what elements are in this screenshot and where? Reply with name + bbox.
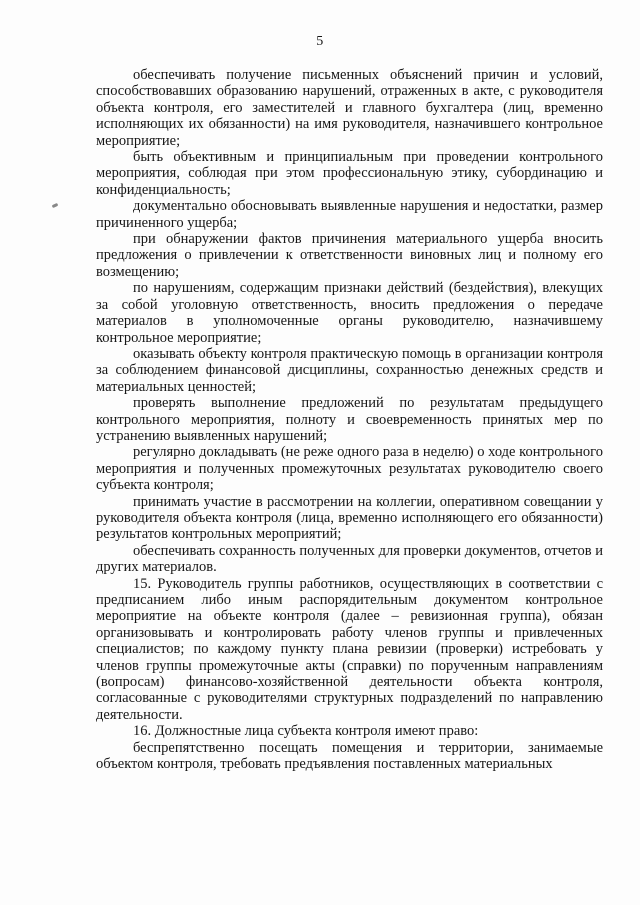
paragraph-2: быть объективным и принципиальным при проведении контрольного мероприятия, соблюдая при этом профессиональную этику, субординацию и конфиденциальность; <box>96 149 603 198</box>
page-number: 5 <box>316 34 324 49</box>
paragraph-4: при обнаружении фактов причинения материального ущерба вносить предложения о привлечении к ответственности виновных лиц и полному его возмещению; <box>96 231 603 280</box>
paragraph-11: 15. Руководитель группы работников, осуществляющих в соответствии с предписанием либо иным распорядительным документом контрольное мероприятие на объекте контроля (далее – ревизионная группа), обязан организовывать и контролировать работу членов группы и привлеченных специалистов; по каждому пункту плана ревизии (проверки) истребовать у членов группы промежуточные акты (справки) по порученным направлениям (вопросам) финансово-хозяйственной деятельности объекта контроля, согласованные с руководителями структурных подразделений по направлению деятельности. <box>96 575 603 723</box>
paragraph-7: проверять выполнение предложений по результатам предыдущего контрольного мероприятия, полноту и своевременность принятых мер по устранению выявленных нарушений; <box>96 395 603 444</box>
paragraph-8: регулярно докладывать (не реже одного раза в неделю) о ходе контрольного мероприятия и полученных промежуточных результатах руководителю своего субъекта контроля; <box>96 444 603 494</box>
paragraph-10: обеспечивать сохранность полученных для проверки документов, отчетов и других материалов. <box>96 542 603 576</box>
paragraph-5: по нарушениям, содержащим признаки действий (бездействия), влекущих за собой уголовную ответственность, вносить предложения о передаче материалов в уполномоченные органы руководителю, назначившему контрольное мероприятие; <box>96 280 603 346</box>
paragraph-3: документально обосновывать выявленные нарушения и недостатки, размер причиненного ущерба; <box>96 198 603 231</box>
paragraph-9: принимать участие в рассмотрении на коллегии, оперативном совещании у руководителя объекта контроля (лица, временно исполняющего его обязанности) результатов контрольных мероприятий; <box>96 493 603 543</box>
paragraph-6: оказывать объекту контроля практическую помощь в организации контроля за соблюдением финансовой дисциплины, сохранностью денежных средств и материальных ценностей; <box>96 345 603 395</box>
margin-ink-mark <box>52 203 59 208</box>
paragraph-12: 16. Должностные лица субъекта контроля имеют право: <box>133 723 479 740</box>
document-body <box>96 67 603 772</box>
paragraph-1: обеспечивать получение письменных объяснений причин и условий, способствовавших образованию нарушений, отраженных в акте, с руководителя объекта контроля, его заместителей и главного бухгалтера (лиц, временно исполняющих их обязанности) на имя руководителя, назначившего контрольное мероприятие; <box>96 67 603 149</box>
paragraph-13: беспрепятственно посещать помещения и территории, занимаемые объектом контроля, требовать предъявления поставленных материальных <box>96 739 603 773</box>
